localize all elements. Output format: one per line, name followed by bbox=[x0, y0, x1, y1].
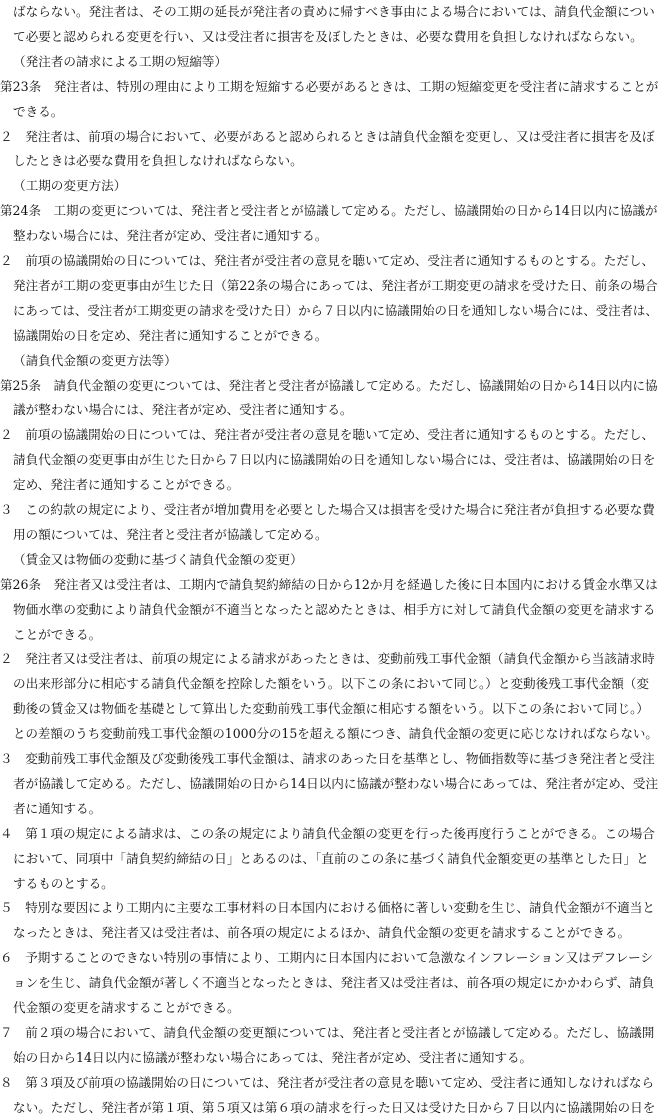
text-line bbox=[0, 797, 664, 822]
text-line bbox=[0, 971, 664, 996]
line-text: ２ 前項の協議開始の日については、発注者が受注者の意見を聴いて定め、受注者に通知するものとする。ただし、 bbox=[0, 253, 655, 268]
text-line bbox=[0, 299, 664, 324]
paragraph-line bbox=[0, 747, 664, 772]
article-heading bbox=[0, 174, 664, 199]
paragraph-line bbox=[0, 896, 664, 921]
text-line bbox=[0, 921, 664, 946]
line-text: ョンを生じ、請負代金額が著しく不適当となったときは、発注者又は受注者は、前各項の規定にかかわらず、請負 bbox=[13, 975, 655, 991]
line-text: ことができる。 bbox=[13, 626, 102, 642]
line-text: 者に通知する。 bbox=[13, 800, 102, 816]
paragraph-line bbox=[0, 423, 664, 448]
text-line bbox=[0, 872, 664, 897]
text-line bbox=[0, 772, 664, 797]
line-text: なったときは、発注者又は受注者は、前各項の規定によるほか、請負代金額の変更を請求することができる。 bbox=[13, 925, 631, 941]
line-text: ３ この約款の規定により、受注者が増加費用を必要とした場合又は損害を受けた場合に発注者が負担する必要な費 bbox=[0, 502, 655, 517]
paragraph-line bbox=[0, 647, 664, 672]
text-line bbox=[0, 598, 664, 623]
paragraph-line bbox=[0, 498, 664, 523]
line-text: 第26条 発注者又は受注者は、工期内で請負契約締結の日から12か月を経過した後に日本国内における賃金水準又は bbox=[0, 576, 658, 592]
line-text: 始の日から14日以内に協議が整わない場合にあっては、発注者が定め、受注者に通知する。 bbox=[13, 1049, 533, 1065]
text-line bbox=[0, 672, 664, 697]
line-text: ない。ただし、発注者が第１項、第５項又は第６項の請求を行った日又は受けた日から７日以内に協議開始の日を bbox=[13, 1099, 656, 1115]
line-text: ５ 特別な要因により工期内に主要な工事材料の日本国内における価格に著しい変動を生じ、請負代金額が不適当と bbox=[0, 900, 655, 916]
line-text: 者が協議して定める。ただし、協議開始の日から14日以内に協議が整わない場合にあっては、発注者が定め、受注 bbox=[13, 775, 659, 791]
text-line bbox=[0, 1046, 664, 1071]
line-text: ３ 変動前残工事代金額及び変動後残工事代金額は、請求のあった日を基準とし、物価指数等に基づき発注者と受注 bbox=[0, 751, 655, 766]
line-text: 用の額については、発注者と受注者が協議して定める。 bbox=[13, 526, 328, 542]
text-line bbox=[0, 398, 664, 423]
text-line bbox=[0, 224, 664, 249]
line-text: にあっては、受注者が工期変更の請求を受けた日）から７日以内に協議開始の日を通知しない場合には、受注者は、 bbox=[13, 302, 658, 318]
text-line bbox=[0, 722, 664, 747]
line-text: との差額のうち変動前残工事代金額の1000分の15を超える額につき、請負代金額の変更に応じなければならない。 bbox=[13, 726, 658, 742]
text-line bbox=[0, 697, 664, 722]
line-text: できる。 bbox=[13, 103, 64, 119]
paragraph-line bbox=[0, 1071, 664, 1096]
line-text: ７ 前２項の場合において、請負代金額の変更額については、発注者と受注者とが協議して定める。ただし、協議開 bbox=[0, 1024, 655, 1040]
line-text: したときは必要な費用を負担しなければならない。 bbox=[13, 153, 303, 169]
article-line bbox=[0, 374, 664, 399]
line-text: ２ 発注者は、前項の場合において、必要があると認められるときは請負代金額を変更し、又は受注者に損害を及ぼ bbox=[0, 128, 655, 144]
line-text: （発注者の請求による工期の短縮等） bbox=[13, 53, 228, 69]
text-line bbox=[0, 0, 664, 25]
line-text: において、同項中「請負契約締結の日」とあるのは、「直前のこの条に基づく請負代金額変更の基準とした日」と bbox=[13, 850, 649, 866]
text-line bbox=[0, 324, 664, 349]
text-line bbox=[0, 149, 664, 174]
line-text: 整わない場合には、発注者が定め、受注者に通知する。 bbox=[13, 228, 328, 244]
text-line bbox=[0, 996, 664, 1021]
text-line bbox=[0, 1096, 664, 1120]
article-line bbox=[0, 573, 664, 598]
text-line bbox=[0, 523, 664, 548]
line-text: の出来形部分に相応する請負代金額を控除した額をいう。以下この条において同じ。）と変動後残工事代金額（変 bbox=[13, 676, 649, 692]
line-text: ２ 前項の協議開始の日については、発注者が受注者の意見を聴いて定め、受注者に通知するものとする。ただし、 bbox=[0, 427, 655, 443]
line-text: 請負代金額の変更事由が生じた日から７日以内に協議開始の日を通知しない場合には、受注者は、協議開始の日を bbox=[13, 452, 656, 468]
line-text: ６ 予期することのできない特別の事情により、工期内に日本国内において急激なインフレーション又はデフレーシ bbox=[0, 950, 654, 966]
line-text: ２ 発注者又は受注者は、前項の規定による請求があったときは、変動前残工事代金額（請負代金額から当該請求時 bbox=[0, 651, 655, 667]
paragraph-line bbox=[0, 946, 664, 971]
text-line bbox=[0, 473, 664, 498]
paragraph-line bbox=[0, 125, 664, 150]
article-heading bbox=[0, 50, 664, 75]
line-text: 第25条 請負代金額の変更については、発注者と受注者が協議して定める。ただし、協議開始の日から14日以内に協 bbox=[0, 377, 658, 393]
line-text: 定め、発注者に通知することができる。 bbox=[13, 477, 240, 493]
line-text: 代金額の変更を請求することができる。 bbox=[13, 1000, 240, 1015]
article-heading bbox=[0, 349, 664, 374]
text-line bbox=[0, 274, 664, 299]
paragraph-line bbox=[0, 1021, 664, 1046]
text-line bbox=[0, 448, 664, 473]
article-line bbox=[0, 75, 664, 100]
paragraph-line bbox=[0, 822, 664, 847]
text-line bbox=[0, 623, 664, 648]
line-text: て必要と認められる変更を行い、又は受注者に損害を及ぼしたときは、必要な費用を負担しなければならない。 bbox=[13, 28, 643, 44]
text-line bbox=[0, 100, 664, 125]
article-heading bbox=[0, 548, 664, 573]
line-text: ４ 第１項の規定による請求は、この条の規定により請負代金額の変更を行った後再度行うことができる。この場合 bbox=[0, 825, 655, 841]
text-line bbox=[0, 847, 664, 872]
article-line bbox=[0, 199, 664, 224]
line-text: 第24条 工期の変更については、発注者と受注者とが協議して定める。ただし、協議開始の日から14日以内に協議が bbox=[0, 203, 658, 219]
line-text: ８ 第３項及び前項の協議開始の日については、発注者が受注者の意見を聴いて定め、受注者に通知しなければなら bbox=[0, 1074, 655, 1090]
line-text: するものとする。 bbox=[13, 875, 114, 891]
line-text: （請負代金額の変更方法等） bbox=[13, 352, 177, 368]
paragraph-line bbox=[0, 249, 664, 274]
line-text: ばならない。発注者は、その工期の延長が発注者の責めに帰すべき事由による場合においては、請負代金額につい bbox=[13, 4, 655, 19]
line-text: 議が整わない場合には、発注者が定め、受注者に通知する。 bbox=[13, 402, 353, 418]
line-text: 協議開始の日を定め、発注者に通知することができる。 bbox=[13, 327, 328, 343]
line-text: 第23条 発注者は、特別の理由により工期を短縮する必要があるときは、工期の短縮変更を受注者に請求することが bbox=[0, 78, 659, 94]
line-text: （工期の変更方法） bbox=[13, 178, 127, 194]
line-text: 発注者が工期の変更事由が生じた日（第22条の場合にあっては、発注者が工期変更の請求を受けた日、前条の場合 bbox=[13, 277, 658, 293]
line-text: 動後の賃金又は物価を基礎として算出した変動前残工事代金額に相応する額をいう。以下この条において同じ。） bbox=[13, 701, 649, 717]
text-line bbox=[0, 25, 664, 50]
line-text: （賃金又は物価の変動に基づく請負代金額の変更） bbox=[13, 551, 303, 567]
line-text: 物価水準の変動により請負代金額が不適当となったと認めたときは、相手方に対して請負代金額の変更を請求する bbox=[13, 601, 656, 617]
